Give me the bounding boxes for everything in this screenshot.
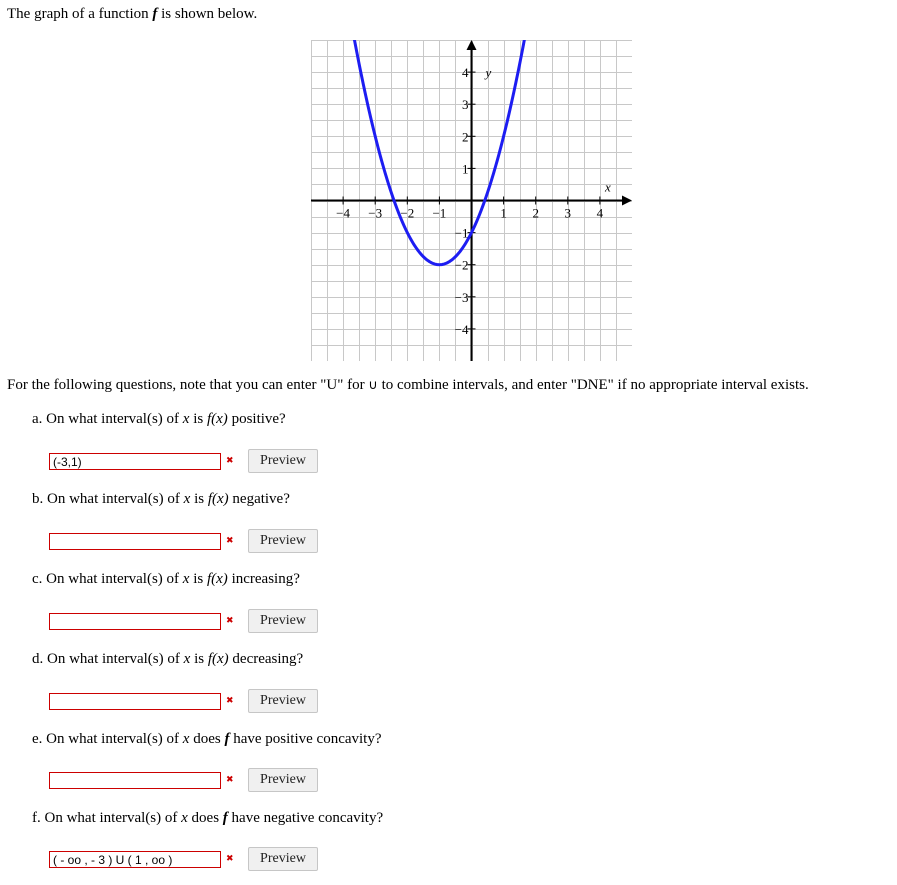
x-axis-label: x bbox=[605, 179, 611, 195]
error-icon: ✖ bbox=[226, 696, 234, 706]
x-tick-label: −2 bbox=[400, 205, 415, 221]
y-tick-label: −4 bbox=[454, 321, 469, 337]
y-tick-label: −3 bbox=[454, 289, 469, 305]
x-tick-label: −1 bbox=[432, 205, 447, 221]
answer-input-e[interactable] bbox=[49, 772, 221, 789]
answer-input-f[interactable] bbox=[49, 851, 221, 868]
x-tick-label: 4 bbox=[596, 205, 604, 221]
x-tick-label: 2 bbox=[532, 205, 539, 221]
x-tick-label: −4 bbox=[336, 205, 351, 221]
error-icon: ✖ bbox=[226, 456, 234, 466]
x-tick-label: 1 bbox=[500, 205, 507, 221]
preview-button-f[interactable]: Preview bbox=[248, 847, 318, 871]
x-tick-label: −3 bbox=[368, 205, 383, 221]
y-tick-label: −1 bbox=[454, 225, 469, 241]
answer-input-d[interactable] bbox=[49, 693, 221, 710]
intro-text: The graph of a function f is shown below. bbox=[7, 6, 258, 22]
preview-button-e[interactable]: Preview bbox=[248, 768, 318, 792]
question-e: e. On what interval(s) of x does f have positive concavity? bbox=[32, 731, 382, 747]
question-d: d. On what interval(s) of x is f(x) decreasing? bbox=[32, 651, 304, 667]
question-a: a. On what interval(s) of x is f(x) positive? bbox=[32, 411, 286, 427]
y-axis-arrow bbox=[467, 40, 477, 50]
question-c: c. On what interval(s) of x is f(x) increasing? bbox=[32, 571, 300, 587]
y-axis-label: y bbox=[485, 65, 492, 80]
answer-input-a[interactable] bbox=[49, 453, 221, 470]
y-tick-label: 2 bbox=[462, 129, 469, 145]
error-icon: ✖ bbox=[226, 536, 234, 546]
y-tick-label: 1 bbox=[462, 161, 469, 177]
x-axis-arrow bbox=[622, 196, 632, 206]
function-graph bbox=[311, 40, 632, 361]
preview-button-b[interactable]: Preview bbox=[248, 529, 318, 553]
x-tick-label: 3 bbox=[564, 205, 572, 221]
y-tick-label: 3 bbox=[462, 97, 469, 113]
error-icon: ✖ bbox=[226, 854, 234, 864]
y-tick-label: 4 bbox=[462, 65, 469, 81]
error-icon: ✖ bbox=[226, 775, 234, 785]
preview-button-a[interactable]: Preview bbox=[248, 449, 318, 473]
y-tick-label: −2 bbox=[454, 257, 469, 273]
answer-input-c[interactable] bbox=[49, 613, 221, 630]
answer-input-b[interactable] bbox=[49, 533, 221, 550]
preview-button-c[interactable]: Preview bbox=[248, 609, 318, 633]
question-b: b. On what interval(s) of x is f(x) negative? bbox=[32, 491, 290, 507]
preview-button-d[interactable]: Preview bbox=[248, 689, 318, 713]
question-f: f. On what interval(s) of x does f have negative concavity? bbox=[32, 810, 384, 826]
instructions: For the following questions, note that you can enter "U" for ∪ to combine intervals, and enter "DNE" if no appropriate interval exists. bbox=[7, 377, 809, 393]
error-icon: ✖ bbox=[226, 616, 234, 626]
